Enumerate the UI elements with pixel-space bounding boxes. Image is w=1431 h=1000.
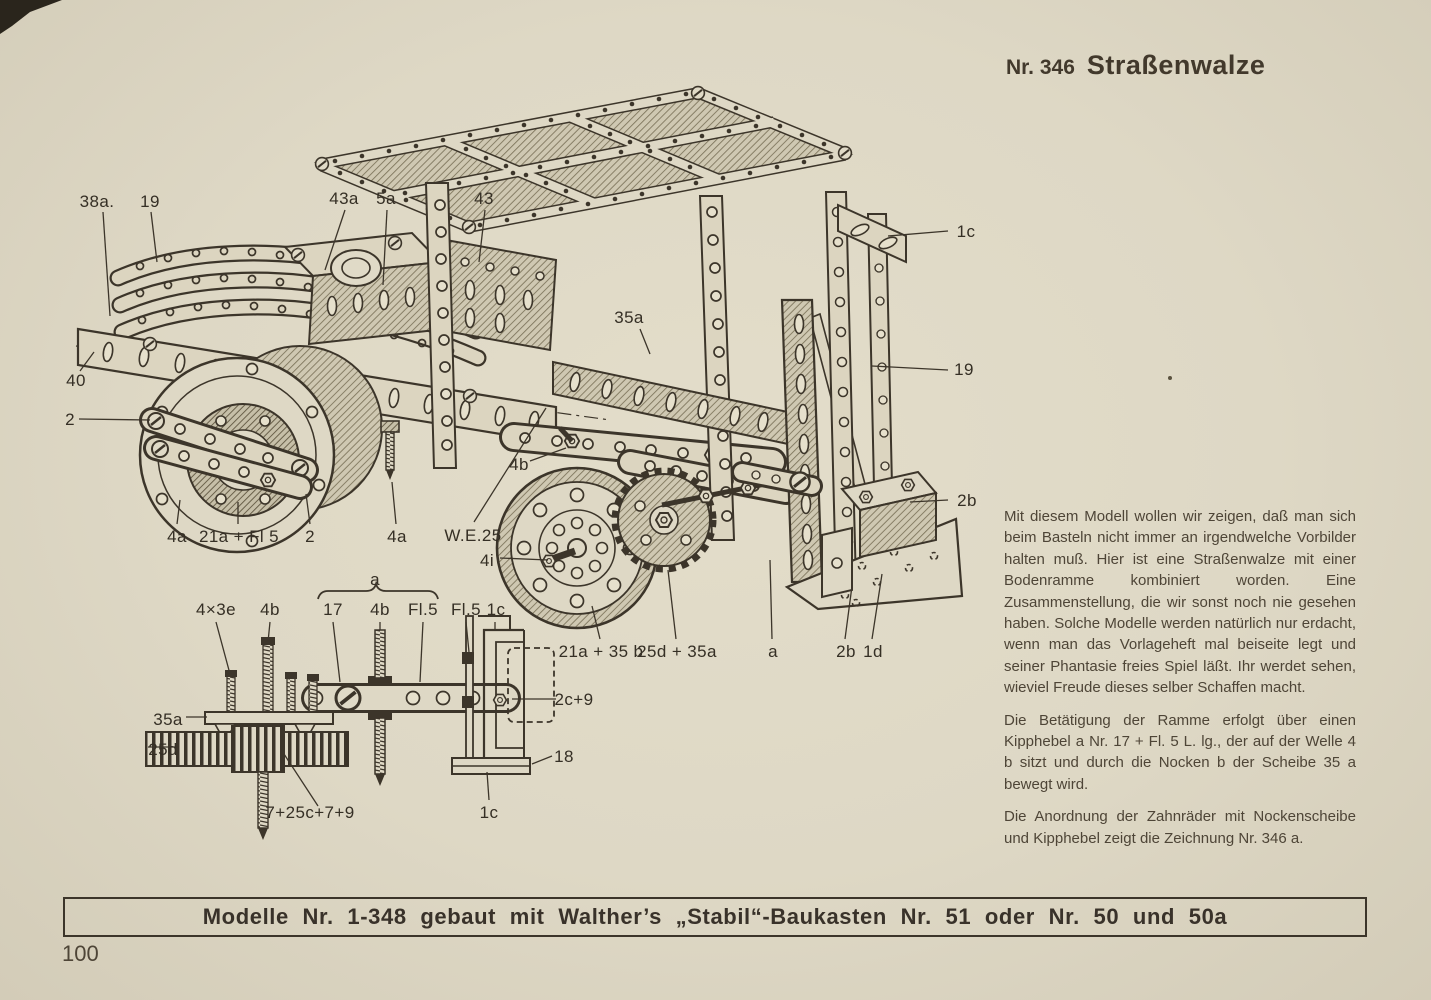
part-label: 4×3e [196, 600, 236, 619]
roller [140, 346, 399, 552]
part-label: 21a + Fl 5 [198, 527, 280, 546]
part-label: 21a + 35 b [558, 642, 644, 661]
part-label: 1d [863, 642, 883, 661]
part-label: 17 [323, 600, 343, 619]
footer-banner [63, 897, 1367, 937]
description-paragraph: Die Anordnung der Zahnräder mit Nockenscheibe und Kipphebel zeigt die Zeichnung Nr. 346 a. [1004, 808, 1356, 847]
part-label: 4b [260, 600, 280, 619]
part-label: 40 [66, 371, 86, 390]
part-label: 4i [479, 551, 495, 570]
part-label: 2b [957, 491, 977, 510]
cab-box [285, 233, 556, 350]
part-label: 7+25c+7+9 [265, 803, 355, 822]
part-label: 1c [479, 803, 499, 822]
description-paragraph: Mit diesem Modell wollen wir zeigen, daß man sich beim Basteln nicht immer an irgendwelche Vorbilder halten muß. Hier ist eine Straßenwalze mit einer Bodenramme kombiniert worden. Eine Zusammenstellung, die wir sonst noch nie gesehen haben. Solche Modelle werden natürlich nur erdacht, wenn man das Vorlageheft mal beiseite legt und seiner Phantasie freies Spiel läßt. Ihr werdet sehen, wieviel Freude dieses selber Schaffen macht. [1004, 508, 1356, 697]
part-label: 2 [305, 527, 315, 546]
part-label: 5a [376, 189, 396, 208]
description-text [1004, 506, 1356, 860]
part-label: 43a [329, 189, 359, 208]
part-label: Fl.5 [408, 600, 438, 619]
part-label: 4b [370, 600, 390, 619]
canopy [316, 87, 852, 234]
page-title [1006, 50, 1265, 81]
part-label: 4b [509, 455, 529, 474]
part-label: 19 [954, 360, 974, 379]
footer-text: Modelle Nr. 1-348 gebaut mit Walther’s „Stabil“-Baukasten Nr. 51 oder Nr. 50 und 50a [202, 904, 1228, 929]
part-label: a [370, 570, 380, 589]
part-label: Fl.5 [451, 600, 481, 619]
part-label: 25d [148, 740, 178, 759]
part-label: 2b [836, 642, 856, 661]
part-label: 35a [153, 710, 183, 729]
rammer-tower [742, 192, 962, 609]
part-label: W.E.25 [444, 526, 502, 545]
part-label: 4a [167, 527, 187, 546]
model-number: Nr. 346 [1006, 56, 1075, 79]
part-label: 43 [474, 189, 494, 208]
part-label: 38a. [79, 192, 115, 211]
part-label: 1c [956, 222, 976, 241]
part-label: 2 [65, 410, 75, 429]
part-label: 19 [140, 192, 160, 211]
part-label: 18 [554, 747, 574, 766]
part-label: 4a [387, 527, 407, 546]
description-paragraph: Die Betätigung der Ramme erfolgt über einen Kipphebel a Nr. 17 + Fl. 5 L. lg., der auf der Welle 4 b sitzt und durch die Nocken b der Scheibe 35 a bewegt wird. [1004, 711, 1356, 793]
part-label: a [768, 642, 778, 661]
mechanism-detail [146, 584, 554, 840]
part-label: 2c+9 [554, 690, 594, 709]
corner-smudge [0, 0, 62, 34]
part-label: 35a [614, 308, 644, 327]
part-label: 1c [486, 600, 506, 619]
part-label: 25d + 35a [637, 642, 717, 661]
page-number: 100 [62, 941, 99, 966]
model-name: Straßenwalze [1086, 50, 1266, 80]
